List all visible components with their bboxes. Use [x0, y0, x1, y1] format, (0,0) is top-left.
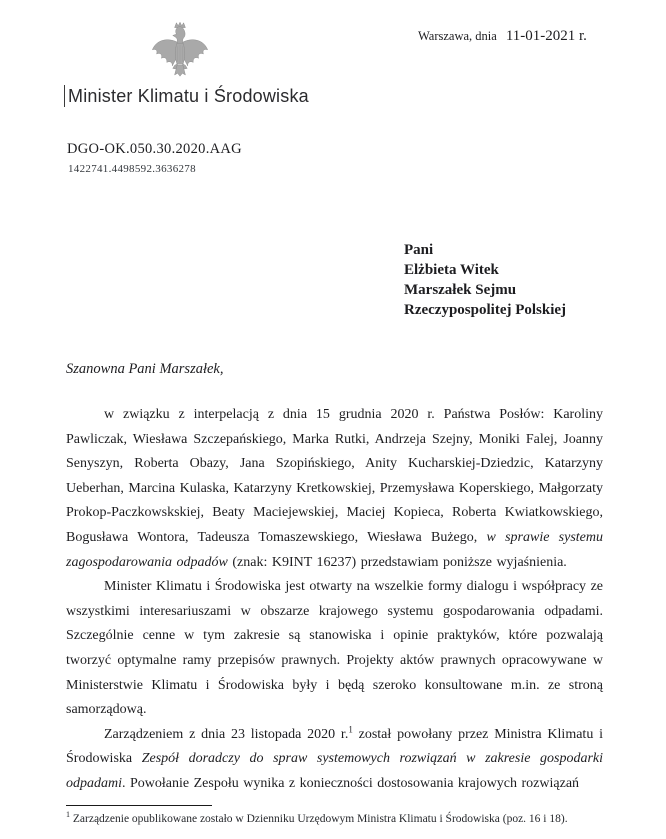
place-and-date	[418, 28, 587, 45]
paragraph-interpelacja	[66, 403, 603, 575]
addressee-line: Elżbieta Witek	[404, 262, 499, 278]
footnote-text: Zarządzenie opublikowane zostało w Dzienniku Urzędowym Ministra Klimatu i Środowiska (poz. 16 i 18).	[70, 812, 568, 825]
footnote-reference-marker: 1	[348, 724, 353, 735]
addressee-line: Rzeczypospolitej Polskiej	[404, 302, 567, 318]
p2-text: Minister Klimatu i Środowiska jest otwarty na wszelkie formy dialogu i współpracy ze wszystkimi interesariuszami w obszarze krajowego systemu gospodarowania odpadami. Szczególnie cenne w tym zakresie są stanowiska i opinie praktyków, które pozwalają tworzyć optymalne ramy przepisów prawnych. Projekty aktów prawnych opracowywane w Ministerstwie Klimatu i Środowiska były i będą szeroko konsultowane m.in. ze stroną samorządową.	[66, 579, 603, 718]
polish-eagle-emblem-icon	[150, 20, 210, 88]
addressee-line: Marszałek Sejmu	[404, 282, 517, 298]
p3-text-end: . Powołanie Zespołu wynika z konieczności dostosowania krajowych rozwiązań	[122, 775, 580, 791]
paragraph-zarzadzenie	[66, 723, 603, 797]
p1-text: w związku z interpelacją z dnia 15 grudnia 2020 r. Państwa Posłów: Karoliny Pawliczak, Wiesława Szczepańskiego, Marka Rutki, Andrzeja Szejny, Moniki Falej, Joanny Senyszyn, Roberta Obazy, Jana Szopińskiego, Anity Kucharskiej-Dziedzic, Katarzyny Ueberhan, Marcina Kulaska, Katarzyny Kretkowskiej, Przemysława Koperskiego, Małgorzaty Prokop-Paczkowskskiej, Beaty Maciejewskiej, Maciej Kopieca, Roberta Kwiatkowskiego, Bogusława Wontora, Tadeusza Tomaszewskiego, Wiesława Bużego,	[66, 407, 603, 545]
footnote-divider	[66, 805, 212, 806]
p3-text-mid: został powołany przez Ministra Klimatu i Środowiska	[66, 726, 604, 767]
p1-italic-case-title: w sprawie systemu zagospodarowania odpadów	[66, 529, 603, 570]
reference-number: DGO-OK.050.30.2020.AAG	[67, 141, 242, 157]
date-value: 11-01-2021 r.	[505, 28, 587, 44]
addressee-line: Pani	[404, 242, 434, 258]
salutation: Szanowna Pani Marszałek,	[66, 361, 224, 377]
footnote-marker: 1	[66, 810, 70, 819]
p3-italic-team-name: Zespół doradczy do spraw systemowych rozwiązań w zakresie gospodarki odpadami	[66, 751, 603, 791]
place-date-prefix: Warszawa, dnia	[418, 29, 497, 43]
footnote	[66, 810, 606, 825]
sender-title: Minister Klimatu i Środowiska	[64, 85, 309, 107]
addressee-block	[404, 240, 566, 320]
paragraph-dialog	[66, 575, 603, 723]
p3-text: Zarządzeniem z dnia 23 listopada 2020 r.	[104, 726, 349, 742]
letter-body	[66, 361, 603, 797]
p1-text-end: (znak: K9INT 16237) przedstawiam poniższe wyjaśnienia.	[227, 554, 567, 570]
tracking-number: 1422741.4498592.3636278	[68, 163, 196, 175]
